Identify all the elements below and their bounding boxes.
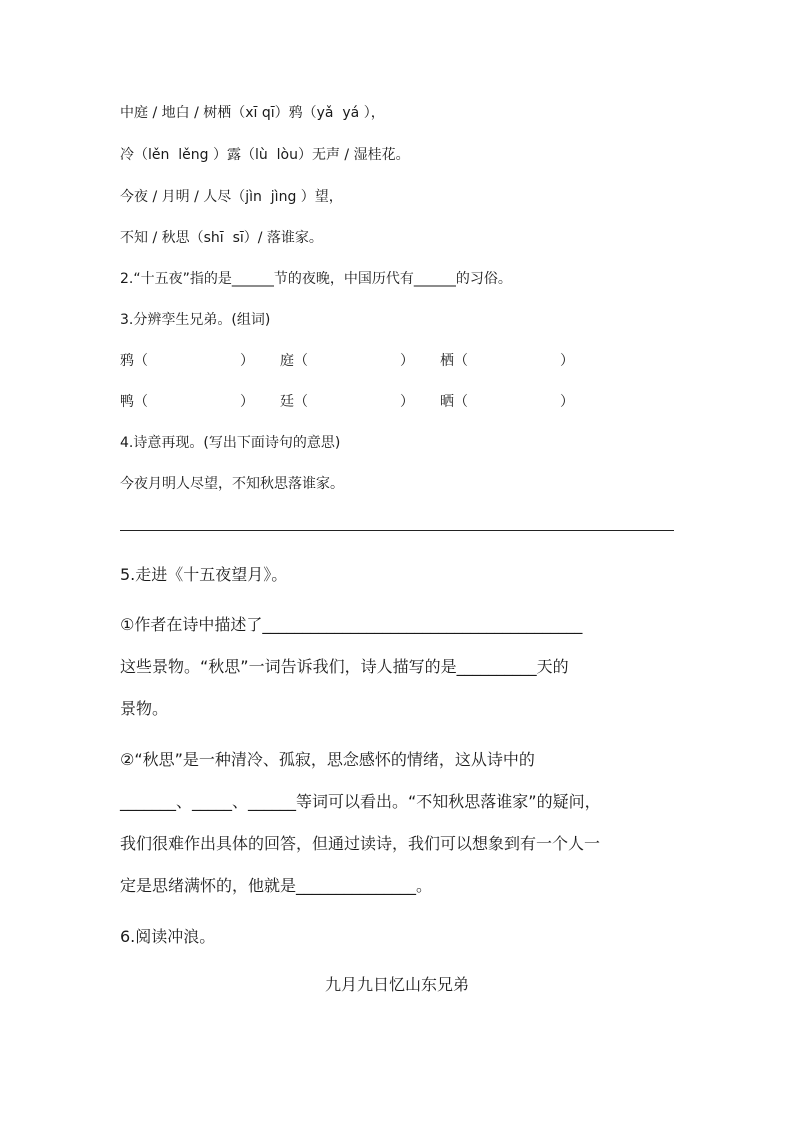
word-cell-ting1-close: ） bbox=[400, 353, 414, 369]
word-cell-shai-close: ） bbox=[560, 394, 574, 410]
word-cell-qi-open: 栖（ bbox=[440, 353, 468, 369]
question-5-part2-line4: 定是思绪满怀的，他就是_______________。 bbox=[120, 876, 433, 895]
word-cell-ya2-close: ） bbox=[240, 394, 254, 410]
question-5-part2-line1: ②“秋思”是一种清冷、孤寂，思念感怀的情绪，这从诗中的 bbox=[120, 750, 535, 769]
poem-line-2: 冷（lěn lěng ）露（lù lòu）无声 / 湿桂花。 bbox=[120, 147, 410, 163]
poem-line-4: 不知 / 秋思（shī sī）/ 落谁家。 bbox=[120, 230, 323, 246]
word-cell-ting2-close: ） bbox=[400, 394, 414, 410]
word-cell-shai-open: 晒（ bbox=[440, 394, 468, 410]
poem-line-3: 今夜 / 月明 / 人尽（jìn jìng ）望， bbox=[120, 189, 343, 205]
question-3-title: 3.分辨孪生兄弟。(组词) bbox=[120, 312, 271, 328]
question-5-part1-line2: 这些景物。“秋思”一词告诉我们，诗人描写的是__________天的 bbox=[120, 657, 569, 676]
word-cell-ting1-open: 庭（ bbox=[280, 353, 308, 369]
answer-line bbox=[120, 530, 674, 531]
question-6-title: 6.阅读冲浪。 bbox=[120, 927, 216, 946]
question-5-part2-line2: _______、_____、______等词可以看出。“不知秋思落谁家”的疑问， bbox=[120, 792, 601, 811]
question-4-title: 4.诗意再现。(写出下面诗句的意思) bbox=[120, 435, 341, 451]
poem-title: 九月九日忆山东兄弟 bbox=[324, 975, 469, 994]
question-2: 2.“十五夜”指的是______节的夜晚，中国历代有______的习俗。 bbox=[120, 271, 512, 287]
question-5-part2-line3: 我们很难作出具体的回答，但通过读诗，我们可以想象到有一个人一 bbox=[120, 834, 601, 853]
question-5-part1-line1: ①作者在诗中描述了________________________________________ bbox=[120, 615, 583, 634]
word-cell-qi-close: ） bbox=[560, 353, 574, 369]
question-5-title: 5.走进《十五夜望月》。 bbox=[120, 565, 288, 584]
word-cell-ting2-open: 廷（ bbox=[280, 394, 308, 410]
word-cell-ya1-close: ） bbox=[240, 353, 254, 369]
question-4-verse: 今夜月明人尽望，不知秋思落谁家。 bbox=[120, 476, 344, 492]
poem-line-1: 中庭 / 地白 / 树栖（xī qī）鸦（yǎ yá ）， bbox=[120, 105, 385, 121]
word-cell-ya1-open: 鸦（ bbox=[120, 353, 148, 369]
word-cell-ya2-open: 鸭（ bbox=[120, 394, 148, 410]
question-5-part1-line3: 景物。 bbox=[120, 699, 169, 718]
